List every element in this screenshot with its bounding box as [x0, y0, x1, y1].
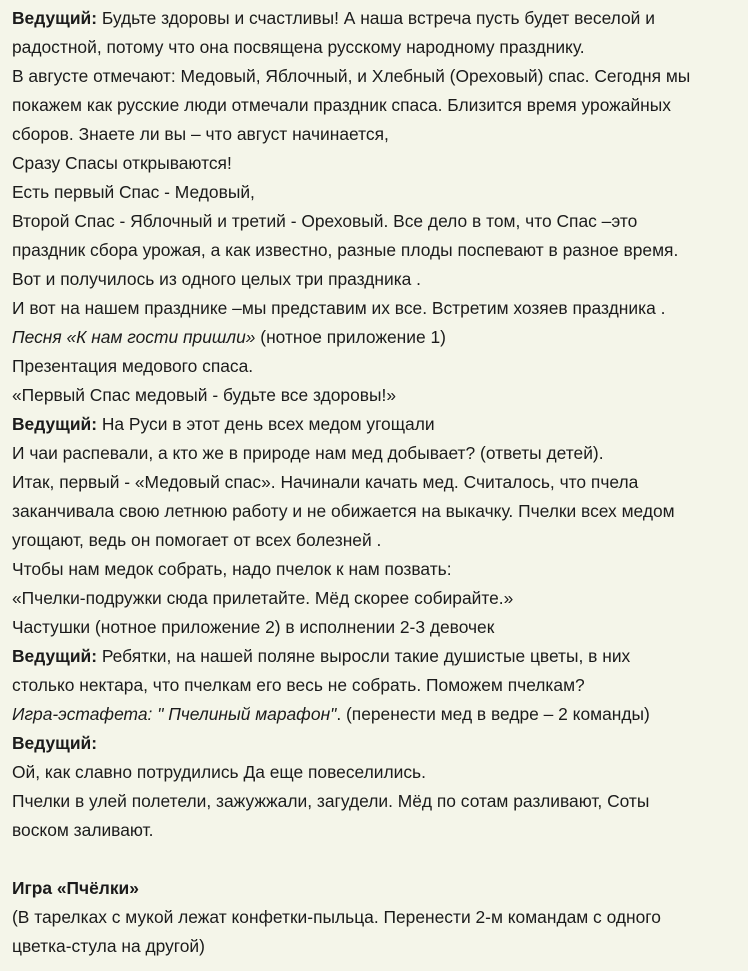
line-text: «Первый Спас медовый - будьте все здоровы!» — [12, 385, 397, 405]
line-text: Итак, первый - «Медовый спас». Начинали качать мед. Считалось, что пчела — [12, 472, 639, 492]
line-text: покажем как русские люди отмечали праздник спаса. Близится время урожайных — [12, 95, 671, 115]
speaker-label: Ведущий: — [12, 646, 98, 666]
line-text: Пчелки в улей полетели, зажужжали, загудели. Мёд по сотам разливают, Соты — [12, 791, 650, 811]
text-line — [12, 33, 748, 62]
line-text: И чаи распевали, а кто же в природе нам мед добывает? (ответы детей). — [12, 443, 604, 463]
text-line — [12, 91, 748, 120]
text-line — [12, 903, 748, 932]
text-line — [12, 352, 748, 381]
text-line — [12, 4, 748, 33]
line-text: радостной, потому что она посвящена русскому народному празднику. — [12, 37, 585, 57]
line-text: Второй Спас - Яблочный и третий - Ореховый. Все дело в том, что Спас –это — [12, 211, 638, 231]
text-line — [12, 294, 748, 323]
line-text: Частушки (нотное приложение 2) в исполнении 2-3 девочек — [12, 617, 495, 637]
text-line — [12, 932, 748, 961]
text-line — [12, 758, 748, 787]
line-text: праздник сбора урожая, а как известно, разные плоды поспевают в разное время. — [12, 240, 679, 260]
text-line — [12, 62, 748, 91]
text-line — [12, 149, 748, 178]
speaker-label: Ведущий: — [12, 414, 98, 434]
speaker-label: Ведущий: — [12, 8, 98, 28]
line-text: столько нектара, что пчелкам его весь не собрать. Поможем пчелкам? — [12, 675, 585, 695]
line-text: И вот на нашем празднике –мы представим их все. Встретим хозяев праздника . — [12, 298, 666, 318]
line-text: В августе отмечают: Медовый, Яблочный, и Хлебный (Ореховый) спас. Сегодня мы — [12, 66, 691, 86]
text-line — [12, 178, 748, 207]
text-line — [12, 671, 748, 700]
text-line — [12, 729, 748, 758]
speaker-label: Игра «Пчёлки» — [12, 878, 139, 898]
line-text: Будьте здоровы и счастливы! А наша встреча пусть будет веселой и — [97, 8, 655, 28]
text-line — [12, 700, 748, 729]
line-text: . (перенести мед в ведре – 2 команды) — [336, 704, 650, 724]
line-text: На Руси в этот день всех медом угощали — [97, 414, 435, 434]
text-line — [12, 410, 748, 439]
line-text: (нотное приложение 1) — [255, 327, 446, 347]
text-line — [12, 120, 748, 149]
text-line — [12, 874, 748, 903]
line-text: Сразу Спасы открываются! — [12, 153, 232, 173]
text-line — [12, 642, 748, 671]
text-line — [12, 323, 748, 352]
text-line — [12, 439, 748, 468]
text-line — [12, 468, 748, 497]
line-text: воском заливают. — [12, 820, 154, 840]
text-line — [12, 497, 748, 526]
line-text: заканчивала свою летнюю работу и не обижается на выкачку. Пчелки всех медом — [12, 501, 675, 521]
line-text: (В тарелках с мукой лежат конфетки-пыльца. Перенести 2-м командам с одного — [12, 907, 661, 927]
line-text: Чтобы нам медок собрать, надо пчелок к нам позвать: — [12, 559, 452, 579]
blank-line — [12, 845, 748, 874]
line-text: угощают, ведь он помогает от всех болезней . — [12, 530, 382, 550]
line-text: Ребятки, на нашей поляне выросли такие душистые цветы, в них — [97, 646, 631, 666]
stage-direction: Игра-эстафета: " Пчелиный марафон" — [12, 704, 337, 724]
text-line — [12, 613, 748, 642]
line-text: Вот и получилось из одного целых три праздника . — [12, 269, 422, 289]
text-line — [12, 265, 748, 294]
line-text: Ой, как славно потрудились Да еще повеселились. — [12, 762, 426, 782]
stage-direction: Песня «К нам гости пришли» — [12, 327, 256, 347]
line-text: сборов. Знаете ли вы – что август начинается, — [12, 124, 389, 144]
line-text: Есть первый Спас - Медовый, — [12, 182, 255, 202]
line-text: «Пчелки-подружки сюда прилетайте. Мёд скорее собирайте.» — [12, 588, 514, 608]
text-line — [12, 555, 748, 584]
text-line — [12, 526, 748, 555]
text-line — [12, 381, 748, 410]
speaker-label: Ведущий: — [12, 733, 98, 753]
text-line — [12, 816, 748, 845]
line-text: Презентация медового спаса. — [12, 356, 254, 376]
text-line — [12, 584, 748, 613]
text-line — [12, 787, 748, 816]
text-line — [12, 236, 748, 265]
text-line — [12, 207, 748, 236]
line-text: цветка-стула на другой) — [12, 936, 205, 956]
